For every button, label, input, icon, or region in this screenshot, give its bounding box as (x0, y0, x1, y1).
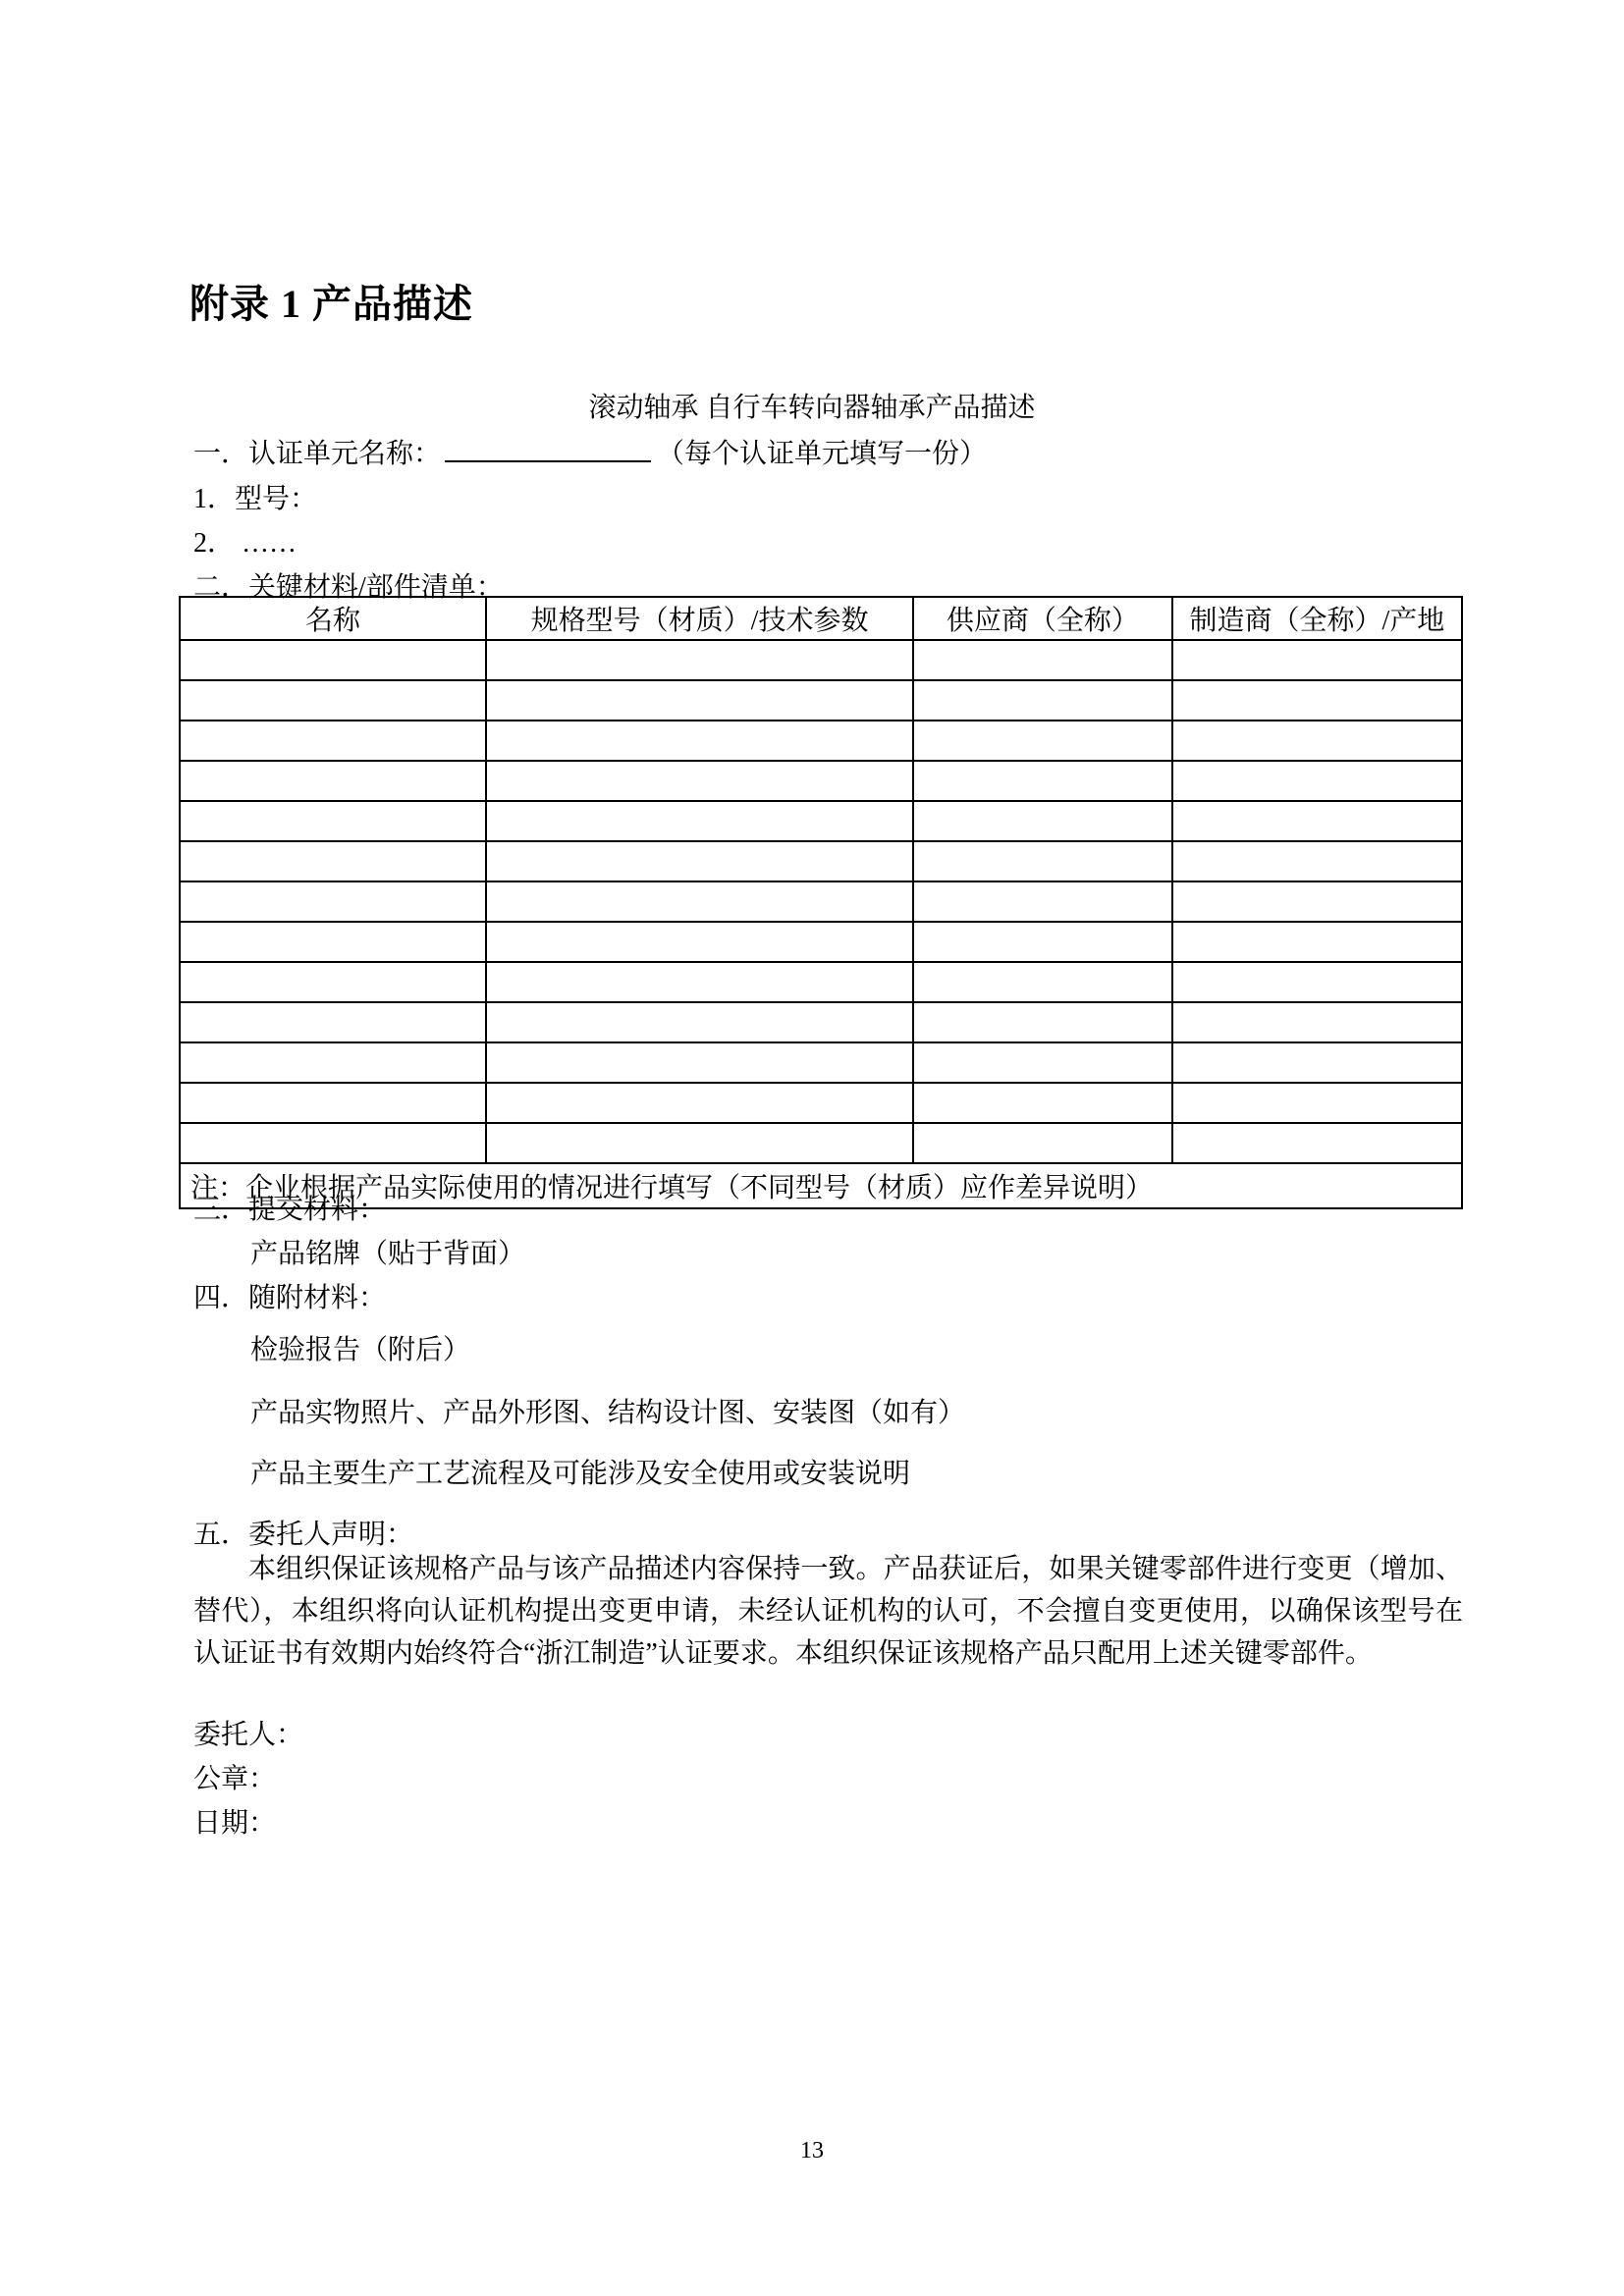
table-empty-cell (486, 1083, 913, 1123)
table-empty-cell (486, 841, 913, 881)
table-empty-cell (1172, 761, 1462, 801)
key-materials-table-body (180, 597, 1462, 1208)
table-empty-cell (1172, 680, 1462, 721)
certification-unit-note: （每个认证单元填写一份） (657, 439, 988, 469)
certification-unit-label: 一．认证单元名称： (193, 439, 442, 469)
table-empty-row (180, 640, 1462, 680)
date-line: 日期： (193, 1808, 277, 1839)
key-materials-table (179, 596, 1463, 1209)
table-empty-cell (913, 922, 1172, 962)
table-header-cell: 规格型号（材质）/技术参数 (486, 597, 913, 640)
doc-subtitle: 滚动轴承 自行车转向器轴承产品描述 (588, 393, 1036, 423)
table-empty-cell (1172, 640, 1462, 680)
table-empty-row (180, 881, 1462, 922)
table-empty-cell (486, 801, 913, 841)
table-empty-cell (180, 1042, 486, 1083)
table-empty-cell (180, 881, 486, 922)
table-empty-cell (180, 962, 486, 1002)
table-empty-row (180, 761, 1462, 801)
table-empty-row (180, 1042, 1462, 1083)
certification-unit-line (193, 432, 987, 471)
table-empty-cell (180, 761, 486, 801)
seal-line: 公章： (193, 1764, 277, 1794)
key-materials-heading: 二．关键材料/部件清单： (193, 572, 504, 603)
table-empty-row (180, 962, 1462, 1002)
table-empty-cell (486, 1042, 913, 1083)
table-empty-cell (180, 640, 486, 680)
consignor-line: 委托人： (193, 1720, 304, 1750)
table-header-row (180, 597, 1462, 640)
blank-underline (445, 437, 651, 462)
table-empty-cell (913, 761, 1172, 801)
table-empty-cell (913, 881, 1172, 922)
table-empty-row (180, 922, 1462, 962)
table-empty-cell (486, 962, 913, 1002)
table-empty-cell (1172, 1083, 1462, 1123)
table-empty-cell (486, 881, 913, 922)
table-empty-cell (486, 680, 913, 721)
table-empty-cell (180, 1123, 486, 1163)
table-empty-cell (486, 1002, 913, 1042)
table-empty-cell (180, 680, 486, 721)
table-empty-cell (913, 801, 1172, 841)
model-line: 1．型号： (193, 484, 318, 514)
table-empty-row (180, 1002, 1462, 1042)
table-empty-cell (486, 1123, 913, 1163)
table-header-cell: 制造商（全称）/产地 (1172, 597, 1462, 640)
table-empty-cell (913, 962, 1172, 1002)
ellipsis-line: 2． …… (193, 528, 298, 559)
table-empty-row (180, 721, 1462, 761)
table-empty-cell (180, 1083, 486, 1123)
declaration-paragraph: 本组织保证该规格产品与该产品描述内容保持一致。产品获证后，如果关键零部件进行变更（增加、替代），本组织将向认证机构提出变更申请，未经认证机构的认可，不会擅自变更使用，以确保该型号在认证证书有效期内始终符合“浙江制造”认证要求。本组织保证该规格产品只配用上述关键零部件。 (193, 1554, 1463, 1669)
table-empty-cell (913, 721, 1172, 761)
table-empty-cell (913, 1123, 1172, 1163)
table-empty-cell (486, 761, 913, 801)
table-header-cell: 供应商（全称） (913, 597, 1172, 640)
doc-title: 附录 1 产品描述 (189, 282, 473, 326)
production-process-line: 产品主要生产工艺流程及可能涉及安全使用或安装说明 (250, 1459, 911, 1489)
table-empty-cell (1172, 721, 1462, 761)
table-empty-cell (913, 1042, 1172, 1083)
product-nameplate-line: 产品铭牌（贴于背面） (250, 1239, 526, 1269)
table-empty-cell (1172, 962, 1462, 1002)
table-empty-cell (180, 801, 486, 841)
declaration-heading: 五．委托人声明： (193, 1520, 414, 1550)
page-number: 13 (800, 2138, 824, 2163)
table-empty-cell (1172, 922, 1462, 962)
table-empty-cell (486, 922, 913, 962)
table-empty-cell (913, 1083, 1172, 1123)
table-empty-cell (913, 841, 1172, 881)
table-empty-cell (180, 922, 486, 962)
table-empty-cell (486, 721, 913, 761)
table-empty-cell (180, 1002, 486, 1042)
table-empty-cell (1172, 841, 1462, 881)
inspection-report-line: 检验报告（附后） (250, 1335, 471, 1365)
table-empty-cell (1172, 881, 1462, 922)
table-empty-cell (1172, 801, 1462, 841)
table-empty-cell (180, 721, 486, 761)
table-empty-cell (180, 841, 486, 881)
table-empty-cell (486, 640, 913, 680)
table-empty-cell (913, 1002, 1172, 1042)
table-empty-row (180, 841, 1462, 881)
table-empty-cell (913, 640, 1172, 680)
table-header-cell: 名称 (180, 597, 486, 640)
product-photos-line: 产品实物照片、产品外形图、结构设计图、安装图（如有） (250, 1398, 966, 1428)
table-empty-row (180, 680, 1462, 721)
table-note: 注：企业根据产品实际使用的情况进行填写（不同型号（材质）应作差异说明） (180, 1163, 1462, 1208)
table-empty-row (180, 1083, 1462, 1123)
submit-materials-heading: 三．提交材料： (193, 1195, 387, 1225)
table-empty-cell (913, 680, 1172, 721)
table-empty-cell (1172, 1042, 1462, 1083)
table-empty-cell (1172, 1002, 1462, 1042)
table-empty-row (180, 1123, 1462, 1163)
table-empty-row (180, 801, 1462, 841)
table-empty-cell (1172, 1123, 1462, 1163)
accompanying-materials-heading: 四．随附材料： (193, 1283, 387, 1313)
